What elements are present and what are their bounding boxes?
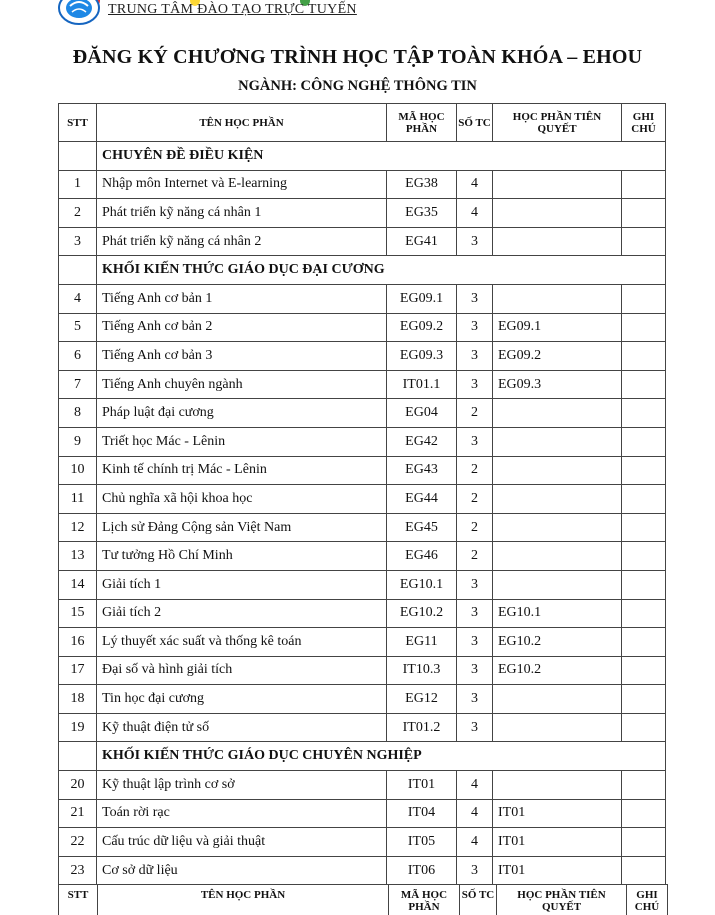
section-title: CHUYÊN ĐỀ ĐIỀU KIỆN [97,142,666,171]
row-name: Tin học đại cương [97,685,387,714]
row-prereq: IT01 [493,799,622,828]
section-stt-cell [59,142,97,171]
row-credits: 4 [457,771,493,800]
row-prereq [493,513,622,542]
section-row [59,142,666,171]
row-stt: 7 [59,370,97,399]
col-prereq: HỌC PHẦN TIÊN QUYẾT [493,104,622,142]
center-name: TRUNG TÂM ĐÀO TẠO TRỰC TUYẾN [108,2,357,17]
row-code: EG10.2 [387,599,457,628]
row-stt: 10 [59,456,97,485]
row-stt: 23 [59,856,97,885]
table-row [59,628,666,657]
row-name: Giải tích 2 [97,599,387,628]
row-credits: 3 [457,342,493,371]
row-code: IT01.1 [387,370,457,399]
row-credits: 2 [457,513,493,542]
row-credits: 3 [457,427,493,456]
row-stt: 2 [59,199,97,228]
row-credits: 2 [457,456,493,485]
row-name: Tiếng Anh cơ bản 2 [97,313,387,342]
row-note [622,856,666,885]
row-stt: 15 [59,599,97,628]
row-code: IT06 [387,856,457,885]
section-row [59,256,666,285]
row-credits: 2 [457,542,493,571]
table-row [59,227,666,256]
row-stt: 9 [59,427,97,456]
row-name: Toán rời rạc [97,799,387,828]
row-name: Giải tích 1 [97,570,387,599]
row-stt: 22 [59,828,97,857]
table-row [59,799,666,828]
footer-col-name: TÊN HỌC PHẦN [200,889,286,901]
row-prereq [493,485,622,514]
row-code: EG12 [387,685,457,714]
row-name: Lịch sử Đảng Cộng sản Việt Nam [97,513,387,542]
table-row [59,656,666,685]
section-stt-cell [59,742,97,771]
table-row [59,342,666,371]
table-row [59,856,666,885]
section-stt-cell [59,256,97,285]
row-prereq [493,199,622,228]
row-name: Triết học Mác - Lênin [97,427,387,456]
row-note [622,485,666,514]
row-note [622,771,666,800]
row-prereq [493,542,622,571]
col-stt: STT [59,104,97,142]
row-name: Tư tưởng Hồ Chí Minh [97,542,387,571]
row-stt: 17 [59,656,97,685]
footer-col-prereq: HỌC PHẦN TIÊN QUYẾT [517,889,606,913]
row-code: EG38 [387,170,457,199]
row-stt: 5 [59,313,97,342]
row-name: Nhập môn Internet và E-learning [97,170,387,199]
repeated-table-header [58,884,668,915]
row-code: EG46 [387,542,457,571]
table-row [59,713,666,742]
row-credits: 3 [457,713,493,742]
row-prereq [493,713,622,742]
row-name: Phát triển kỹ năng cá nhân 1 [97,199,387,228]
row-stt: 16 [59,628,97,657]
row-name: Cơ sở dữ liệu [97,856,387,885]
row-stt: 11 [59,485,97,514]
row-note [622,227,666,256]
row-code: IT01.2 [387,713,457,742]
row-note [622,342,666,371]
row-stt: 12 [59,513,97,542]
row-prereq [493,399,622,428]
row-note [622,656,666,685]
col-credits: SỐ TC [457,104,493,142]
row-prereq: EG09.1 [493,313,622,342]
row-prereq [493,685,622,714]
row-code: EG35 [387,199,457,228]
row-code: EG44 [387,485,457,514]
row-code: EG04 [387,399,457,428]
table-row [59,199,666,228]
table-row [59,542,666,571]
row-note [622,199,666,228]
row-credits: 4 [457,170,493,199]
row-note [622,713,666,742]
table-row [59,685,666,714]
row-note [622,427,666,456]
col-code: MÃ HỌC PHẦN [387,104,457,142]
row-name: Tiếng Anh cơ bản 3 [97,342,387,371]
row-name: Kỹ thuật lập trình cơ sở [97,771,387,800]
row-prereq: EG09.3 [493,370,622,399]
footer-col-note: GHI CHÚ [634,889,660,913]
row-name: Kinh tế chính trị Mác - Lênin [97,456,387,485]
row-stt: 21 [59,799,97,828]
row-credits: 3 [457,599,493,628]
table-row [59,370,666,399]
row-note [622,799,666,828]
row-prereq: EG10.2 [493,628,622,657]
row-note [622,456,666,485]
row-credits: 3 [457,628,493,657]
footer-col-credits: SỐ TC [461,889,495,901]
row-credits: 3 [457,570,493,599]
row-credits: 3 [457,856,493,885]
section-row [59,742,666,771]
row-note [622,513,666,542]
row-code: EG42 [387,427,457,456]
col-name: TÊN HỌC PHẦN [97,104,387,142]
row-prereq [493,570,622,599]
row-prereq [493,427,622,456]
row-prereq: EG10.1 [493,599,622,628]
table-row [59,828,666,857]
row-stt: 6 [59,342,97,371]
table-row [59,170,666,199]
row-name: Chủ nghĩa xã hội khoa học [97,485,387,514]
ehou-logo-icon [56,0,102,28]
row-code: EG41 [387,227,457,256]
row-prereq: EG10.2 [493,656,622,685]
row-name: Kỹ thuật điện tử số [97,713,387,742]
row-name: Cấu trúc dữ liệu và giải thuật [97,828,387,857]
row-code: EG10.1 [387,570,457,599]
row-prereq [493,227,622,256]
row-code: IT04 [387,799,457,828]
row-note [622,628,666,657]
row-note [622,370,666,399]
table-row [59,485,666,514]
footer-col-stt: STT [67,889,89,901]
table-row [59,599,666,628]
row-prereq [493,284,622,313]
page-title: ĐĂNG KÝ CHƯƠNG TRÌNH HỌC TẬP TOÀN KHÓA – EHOU [72,46,643,68]
row-prereq [493,771,622,800]
row-stt: 14 [59,570,97,599]
row-name: Tiếng Anh chuyên ngành [97,370,387,399]
row-prereq: EG09.2 [493,342,622,371]
row-note [622,313,666,342]
row-note [622,599,666,628]
row-credits: 2 [457,485,493,514]
row-credits: 3 [457,284,493,313]
row-credits: 3 [457,227,493,256]
section-title: KHỐI KIẾN THỨC GIÁO DỤC ĐẠI CƯƠNG [97,256,666,285]
row-credits: 2 [457,399,493,428]
row-credits: 4 [457,828,493,857]
row-note [622,542,666,571]
row-note [622,284,666,313]
row-code: EG09.3 [387,342,457,371]
table-row [59,456,666,485]
row-prereq [493,456,622,485]
table-header-row [59,104,666,142]
row-note [622,685,666,714]
row-stt: 4 [59,284,97,313]
row-code: EG45 [387,513,457,542]
row-note [622,399,666,428]
row-credits: 3 [457,370,493,399]
course-table [58,103,666,885]
col-note: GHI CHÚ [622,104,666,142]
row-stt: 19 [59,713,97,742]
section-title: KHỐI KIẾN THỨC GIÁO DỤC CHUYÊN NGHIỆP [97,742,666,771]
row-stt: 1 [59,170,97,199]
row-code: EG09.2 [387,313,457,342]
row-credits: 4 [457,799,493,828]
row-note [622,170,666,199]
row-code: EG09.1 [387,284,457,313]
row-credits: 3 [457,685,493,714]
row-code: IT01 [387,771,457,800]
row-code: EG43 [387,456,457,485]
table-body [59,142,666,885]
row-stt: 18 [59,685,97,714]
row-name: Lý thuyết xác suất và thống kê toán [97,628,387,657]
row-name: Phát triển kỹ năng cá nhân 2 [97,227,387,256]
table-row [59,570,666,599]
row-prereq: IT01 [493,828,622,857]
row-code: IT10.3 [387,656,457,685]
row-stt: 8 [59,399,97,428]
row-credits: 4 [457,199,493,228]
row-name: Đại số và hình giải tích [97,656,387,685]
row-name: Pháp luật đại cương [97,399,387,428]
row-stt: 3 [59,227,97,256]
row-code: IT05 [387,828,457,857]
row-code: EG11 [387,628,457,657]
table-row [59,513,666,542]
row-credits: 3 [457,656,493,685]
footer-col-code: MÃ HỌC PHẦN [400,889,448,913]
row-name: Tiếng Anh cơ bản 1 [97,284,387,313]
table-row [59,399,666,428]
table-row [59,313,666,342]
row-credits: 3 [457,313,493,342]
table-row [59,427,666,456]
row-note [622,828,666,857]
row-prereq: IT01 [493,856,622,885]
row-stt: 20 [59,771,97,800]
table-row [59,771,666,800]
table-row [59,284,666,313]
row-prereq [493,170,622,199]
row-stt: 13 [59,542,97,571]
row-note [622,570,666,599]
page-subtitle: NGÀNH: CÔNG NGHỆ THÔNG TIN [238,78,477,94]
